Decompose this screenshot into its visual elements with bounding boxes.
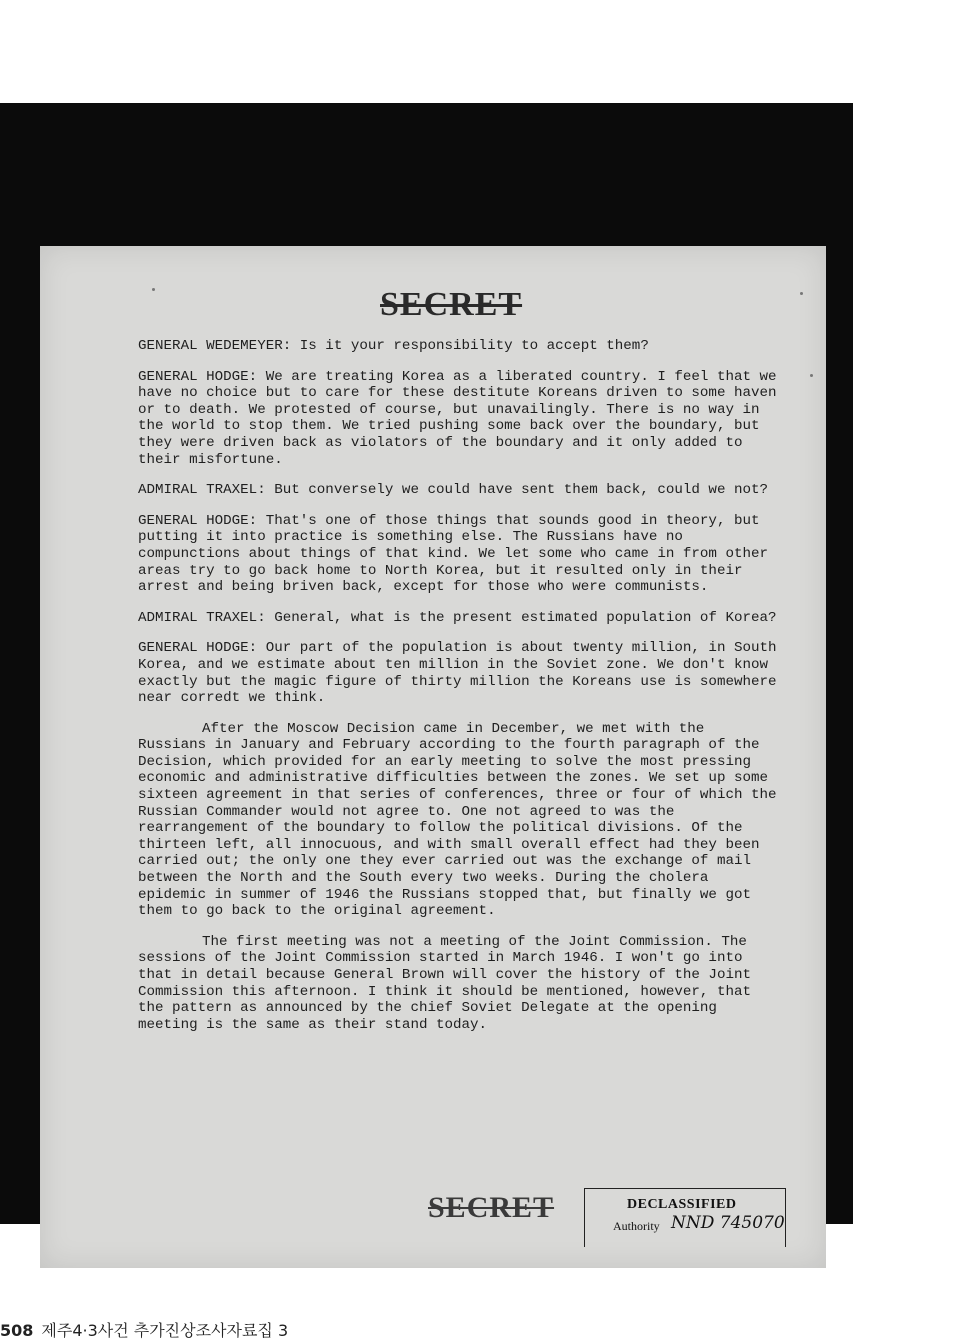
dialogue-paragraph: ADMIRAL TRAXEL: General, what is the present estimated population of Korea? (138, 609, 777, 626)
narrative-paragraph: After the Moscow Decision came in December, we met with the Russians in January and February according to the fourth paragraph of the Decision, which provided for an early meeting to solve the most pressing economic and administrative difficulties between the zones. We set up some sixteen agreement in that series of conferences, three or four of which the Russian Commander would not agree to. One not agreed to was the rearrangement of the boundary to follow the political divisions. Of the thirteen left, all innocuous, and with small overall effect had they been carried out; the only one they ever carried out was the exchange of mail between the North and the South every two weeks. During the cholera epidemic in summer of 1946 the Russians stopped that, but finally we got them to go back to the original agreement. (138, 720, 777, 920)
book-title: 제주4·3사건 추가진상조사자료집 3 (41, 1321, 289, 1340)
dialogue-paragraph: GENERAL HODGE: That's one of those things that sounds good in theory, but putting it into practice is something else. The Russians have no compunctions about things of that kind. We let some who came in from other areas try to go back home to North Korea, but it resulted only in their arrest and being briven back, except for those who were communists. (138, 512, 769, 596)
authority-value: NND 745070 (671, 1213, 785, 1233)
secret-stamp-top: SECRET (380, 286, 523, 323)
paper-speck (152, 288, 155, 291)
dialogue-paragraph: GENERAL WEDEMEYER: Is it your responsibility to accept them? (138, 338, 649, 354)
scan-frame (0, 103, 853, 1233)
dialogue-paragraph: GENERAL HODGE: Our part of the population is about twenty million, in South Korea, and we estimate about ten million in the Soviet zone. We don't know exactly but the magic figure of thirty million the Koreans use is somewhere near corredt we think. (138, 640, 777, 707)
narrative-paragraph: The first meeting was not a meeting of the Joint Commission. The sessions of the Joint Commission started in March 1946. I won't go into that in detail because General Brown will cover the history of the Joint Commission this afternoon. I think it should be mentioned, however, that the pattern as announced by the chief Soviet Delegate at the opening meeting is the same as their stand today. (138, 933, 751, 1033)
page-number: 508 (0, 1321, 34, 1340)
dialogue-paragraph: GENERAL HODGE: We are treating Korea as a liberated country. I feel that we have no choice but to care for these destitute Koreans driven to some haven or to death. We protested of course, but unavailingly. There is no way in the world to stop them. We tried pushing some back over the boundary, but they were driven back as violators of the boundary and it only added to their misfortune. (138, 368, 777, 468)
declassified-heading: DECLASSIFIED (627, 1197, 737, 1212)
paper-speck (810, 374, 813, 377)
page-footer (0, 1318, 288, 1341)
dialogue-paragraph: ADMIRAL TRAXEL: But conversely we could have sent them back, could we not? (138, 482, 769, 499)
declassified-stamp (584, 1188, 786, 1247)
paper-speck (800, 292, 803, 295)
authority-label: Authority (613, 1219, 660, 1233)
secret-stamp-bottom: SECRET (428, 1191, 555, 1224)
document-page (40, 246, 826, 1268)
document-body (138, 338, 778, 1047)
